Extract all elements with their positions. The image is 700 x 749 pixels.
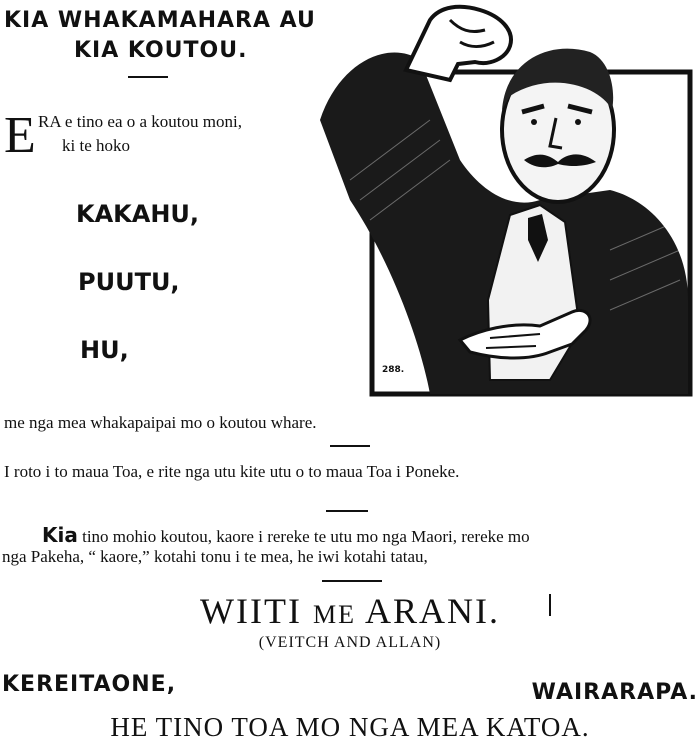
rule-3 [322,580,382,582]
brand-subtitle: (VEITCH AND ALLAN) [258,634,442,651]
location-right: WAIRARAPA. [531,680,698,705]
heading-rule [128,76,168,78]
item-puutu: PUUTU, [78,268,180,296]
paragraph-3-text: tino mohio koutou, kaore i rereke te utu mo nga Maori, rereke mo [82,527,530,546]
intro-line1: RA e tino ea o a koutou moni, [38,112,242,131]
illustration-number: 288. [382,365,405,375]
rule-2 [326,510,368,512]
dropcap-letter: E [4,107,36,164]
footer-slogan: HE TINO TOA MO NGA MEA KATOA. [110,712,590,742]
brand-name-part2: ME [312,600,356,629]
paragraph-lead-word: Kia [42,523,78,547]
body-paragraph-1: me nga mea whakapaipai mo o koutou whare. [4,413,317,432]
body-paragraph-2: I roto i to maua Toa, e rite nga utu kite utu o to maua Toa i Poneke. [4,462,460,481]
body-paragraph-3-line2: nga Pakeha, “ kaore,” kotahi tonu i te mea, he iwi kotahi tatau, [2,547,428,566]
body-paragraph-3-line1 [42,523,530,547]
location-left: KEREITAONE, [2,672,177,697]
brand-name-part1: WIITI [200,591,302,631]
intro-line2: ki te hoko [62,136,130,155]
item-hu: HU, [80,336,129,364]
stray-mark [549,594,551,616]
illustration-man-gesturing [310,0,698,398]
ad-heading-line1: KIA WHAKAMAHARA AU [4,8,316,33]
brand-name [0,590,700,632]
brand-name-part3: ARANI. [364,591,500,631]
item-kakahu: KAKAHU, [76,200,200,228]
ad-heading-line2: KIA KOUTOU. [74,38,248,63]
rule-1 [330,445,370,447]
